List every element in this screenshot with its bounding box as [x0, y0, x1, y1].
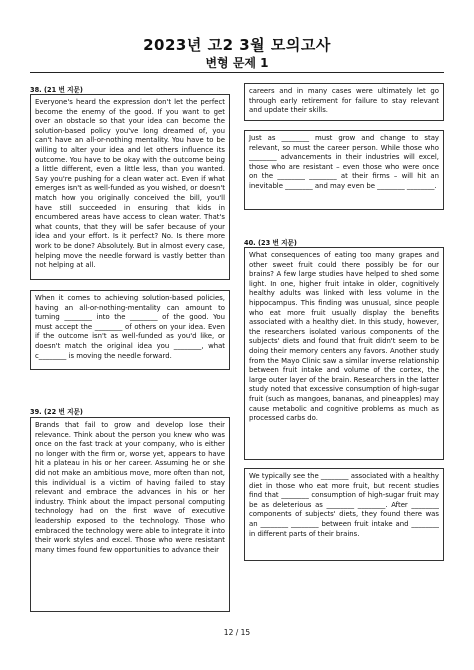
question-38-passage: Everyone's heard the expression don't let the perfect become the enemy of the good. If you want to get over an obstacle so that your idea can become the solution-based policy you've long dreamed of, you can't have an all-or-nothing mentality. You have to be willing to alter your idea and let others influence its outcome. You have to be okay with the outcome being a little different, even a little less, than you wanted. Say you're pushing for a clean water act. Even if what emerges isn't as well-funded as you wished, or doesn't match how you originally conceived the bill, you'll have still succeeded in ensuring that kids in encumbered areas have access to clean water. That's what counts, that they will be safer because of your idea and your effort. Is it perfect? No. Is there more work to be done? Absolutely. But in almost every case, helping move the needle forward is vastly better than not helping at all. [35, 98, 225, 270]
question-39-heading [30, 406, 83, 416]
question-39-passage-box [30, 417, 230, 612]
question-38-summary: When it comes to achieving solution-based policies, having an all-or-nothing-mentality can amount to turning ________ into the ________ of the good. You must accept the ________ of others on your idea. Even if the outcome isn't as well-funded as you'd like, or doesn't match the original idea you ________, what c________ is moving the needle forward. [35, 294, 225, 360]
question-39-passage-continuation-box [244, 83, 444, 121]
question-40-passage-box [244, 247, 444, 460]
question-number: 38. [30, 86, 42, 94]
page-subtitle: 변형 문제 1 [205, 56, 269, 70]
question-38-summary-box [30, 290, 230, 370]
question-40-passage: What consequences of eating too many grapes and other sweet fruit could there possibly be for our brains? A few large studies have helped to shed some light. In one, higher fruit intake in older, cognitively healthy adults was linked with less volume in the hippocampus. This finding was unusual, since people who eat more fruit usually display the benefits associated with a healthy diet. In this study, however, the researchers isolated various components of the subjects' diets and found that fruit didn't seem to be doing their memory centers any favors. Another study from the Mayo Clinic saw a similar inverse relationship between fruit intake and volume of the cortex, the large outer layer of the brain. Researchers in the latter study noted that excessive consumption of high-sugar fruit (such as mangoes, bananas, and pineapples) may cause metabolic and cognitive problems as much as processed carbs do. [249, 251, 439, 423]
header-rule [30, 72, 444, 73]
question-number: 40. [244, 239, 256, 247]
question-source-note: (21 번 지문) [43, 86, 83, 94]
question-39-summary-box [244, 130, 444, 210]
question-38-passage-box [30, 94, 230, 280]
question-40-summary: We typically see the ________ associated with a healthy diet in those who eat more fruit, but recent studies find that ________ consumption of high-sugar fruit may be as deleterious as ________ ________. After ________ components of subjects' diets, they found there was an ________ ________ between fruit intake and ________ in different parts of their brains. [249, 472, 439, 538]
question-40-heading [244, 237, 297, 247]
page-number: 12 / 15 [223, 628, 251, 637]
question-40-summary-box [244, 468, 444, 561]
page-title: 2023년 고2 3월 모의고사 [143, 36, 331, 54]
question-number: 39. [30, 408, 42, 416]
question-source-note: (23 번 지문) [257, 239, 297, 247]
question-39-passage: Brands that fail to grow and develop lose their relevance. Think about the person you knew who was once on the fast track at your company, who is either no longer with the firm or, worse yet, appears to have hit a plateau in his or her career. Assuming he or she did not make an ambitious move, more often than not, this individual is a victim of having failed to stay relevant and embrace the advances in his or her industry. Think about the impact personal computing technology had on the first wave of executive leadership exposed to the technology. Those who embraced the technology were able to integrate it into their work styles and excel. Those who were resistant many times found few opportunities to advance their [35, 421, 225, 554]
question-39-summary: Just as ________ must grow and change to stay relevant, so must the career person. While those who ________ advancements in their industries will excel, those who are resistant – even those who were once on the ________ ________ at their firms – will hit an inevitable ________ and may even be ________ ________. [249, 134, 439, 190]
question-38-heading [30, 84, 83, 94]
question-39-passage-continuation: careers and in many cases were ultimately let go through early retirement for failure to stay relevant and update their skills. [249, 87, 439, 115]
question-source-note: (22 번 지문) [43, 408, 83, 416]
